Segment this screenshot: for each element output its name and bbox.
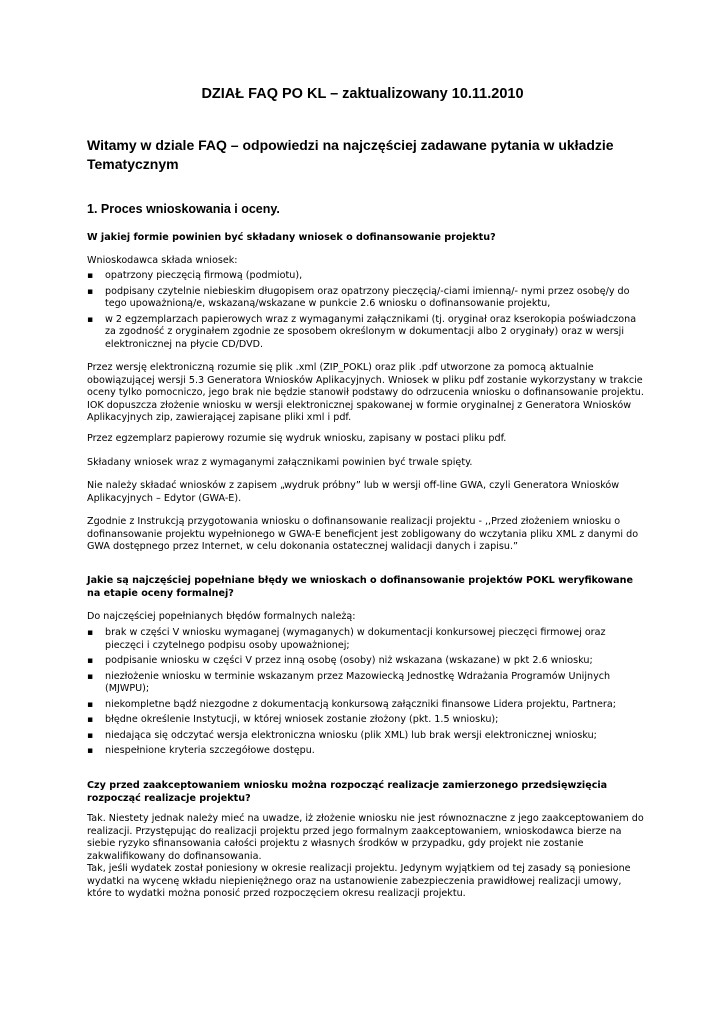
list-item: ▪ w 2 egzemplarzach papierowych wraz z wymaganymi załącznikami (tj. oryginał oraz kserokopia poświadczona za zgodność z oryginałem zgodnie ze sposobem określonym w dokumentacji albo 2 oryginały) oraz w wersji elektronicznej na płycie CD/DVD. xyxy=(87,314,647,352)
document-title: DZIAŁ FAQ PO KL – zaktualizowany 10.11.2010 xyxy=(201,86,524,102)
list-item: ▪ podpisanie wniosku w części V przez inną osobę (osoby) niż wskazana (wskazane) w pkt 2.6 wniosku; xyxy=(87,655,647,668)
paragraph: Przez wersję elektroniczną rozumie się plik .xml (ZIP_POKL) oraz plik .pdf utworzone za pomocą aktualnie obowiązującej wersji 5.3 Generatora Wniosków Aplikacyjnych. Wniosek w pliku pdf zostanie wykorzystany w trakcie oceny tylko pomocniczo, jego brak nie będzie stanowił podstawy do odrzucenia wniosku o dofinansowanie projektu. IOK dopuszcza złożenie wniosku w wersji elektronicznej spakowanej w formie oryginalnej z Generatora Wniosków Aplikacyjnych zip, zawierającej zapisane pliki xml i pdf. xyxy=(87,362,644,423)
question-3: Czy przed zaakceptowaniem wniosku można rozpocząć realizacje zamierzonego przedsięwzięcia rozpocząć realizacje projektu? xyxy=(87,780,608,804)
list-item: ▪ opatrzony pieczęcią firmową (podmiotu), xyxy=(87,270,647,283)
paragraph: Nie należy składać wniosków z zapisem „wydruk próbny” lub w wersji off-line GWA, czyli Generatora Wniosków Aplikacyjnych – Edytor (GWA-E). xyxy=(87,480,620,504)
list-item: ▪ niespełnione kryteria szczegółowe dostępu. xyxy=(87,745,647,758)
question-2: Jakie są najczęściej popełniane błędy we wnioskach o dofinansowanie projektów POKL weryfikowane na etapie oceny formalnej? xyxy=(87,575,633,599)
paragraph: Przez egzemplarz papierowy rozumie się wydruk wniosku, zapisany w postaci pliku pdf. xyxy=(87,433,507,444)
paragraph: Zgodnie z Instrukcją przygotowania wniosku o dofinansowanie realizacji projektu - ,,Przed złożeniem wniosku o dofinansowanie projektu wypełnionego w GWA-E beneficjent jest zobligowany do wczytania pliku XML z danymi do GWA dostępnego przez Internet, w celu dokonania ostatecznej walidacji danych i zapisu.” xyxy=(87,516,639,552)
paragraph: Tak. Niestety jednak należy mieć na uwadze, iż złożenie wniosku nie jest równoznaczne z jego zaakceptowaniem do realizacji. Przystępując do realizacji projektu przed jego formalnym zaakceptowaniem, wnioskodawca bierze na siebie ryzyko sfinansowania całości projektu z własnych środków w przypadku, gdy projekt nie zostanie zakwalifikowany do dofinansowania. xyxy=(87,813,644,862)
question-1-bullet-list xyxy=(87,270,647,354)
list-item: ▪ brak w części V wniosku wymaganej (wymaganych) w dokumentacji konkursowej pieczęci firmowej oraz pieczęci i czytelnego podpisu osoby upoważnionej; xyxy=(87,627,647,652)
question-2-bullet-list xyxy=(87,627,647,761)
list-item: ▪ podpisany czytelnie niebieskim długopisem oraz opatrzony pieczęcią/-ciami imienną/- nymi przez osobę/y do tego upoważnioną/e, wskazaną/wskazane w punkcie 2.6 wniosku o dofinansowanie projektu, xyxy=(87,286,647,311)
section-heading: 1. Proces wnioskowania i oceny. xyxy=(87,202,280,216)
list-item: ▪ błędne określenie Instytucji, w której wniosek zostanie złożony (pkt. 1.5 wniosku); xyxy=(87,714,647,727)
list-item: ▪ niedająca się odczytać wersja elektroniczna wniosku (plik XML) lub brak wersji elektronicznej wniosku; xyxy=(87,730,647,743)
question-1-intro: Wnioskodawca składa wniosek: xyxy=(87,255,238,266)
list-item: ▪ niekompletne bądź niezgodne z dokumentacją konkursową załączniki finansowe Lidera projektu, Partnera; xyxy=(87,699,647,712)
question-2-intro: Do najczęściej popełnianych błędów formalnych należą: xyxy=(87,611,356,622)
welcome-heading: Witamy w dziale FAQ – odpowiedzi na najczęściej zadawane pytania w układzie Tematycznym xyxy=(87,137,614,172)
list-item: ▪ niezłożenie wniosku w terminie wskazanym przez Mazowiecką Jednostkę Wdrażania Programów Unijnych (MJWPU); xyxy=(87,671,647,696)
paragraph: Tak, jeśli wydatek został poniesiony w okresie realizacji projektu. Jedynym wyjątkiem od tej zasady są poniesione wydatki na wycenę wkładu niepieniężnego oraz na ustanowienie zabezpieczenia prawidłowej realizacji umowy, które to wydatki można ponosić przed rozpoczęciem okresu realizacji projektu. xyxy=(87,863,631,899)
question-1: W jakiej formie powinien być składany wniosek o dofinansowanie projektu? xyxy=(87,232,496,243)
paragraph: Składany wniosek wraz z wymaganymi załącznikami powinien być trwale spięty. xyxy=(87,457,473,468)
